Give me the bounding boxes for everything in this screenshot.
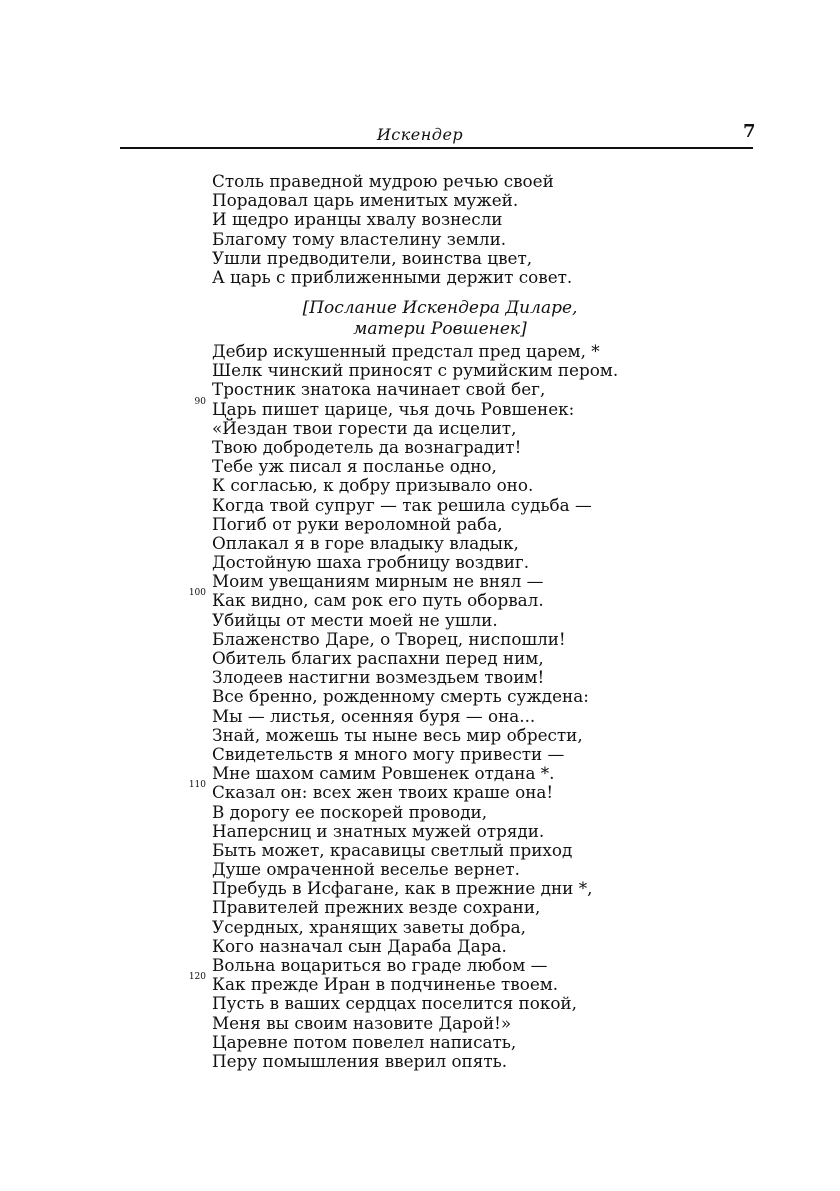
line-number-110: 110 [188, 780, 206, 791]
verse-line-numbered [188, 780, 618, 803]
verse-line: Блаженство Даре, о Творец, ниспошли! [212, 628, 566, 649]
header-rule [120, 147, 753, 149]
line-number-100: 100 [188, 588, 206, 599]
verse-line: Пребудь в Исфагане, как в прежние дни *, [212, 878, 593, 899]
verse-line: Правителей прежних везде сохрани, [212, 897, 541, 918]
section-heading-line-1: [Послание Искендера Диларе, [302, 298, 578, 318]
verse-line: Свидетельств я много могу привести — [212, 743, 565, 764]
section-heading [300, 298, 580, 340]
verse-line: Перу помышления вверил опять. [212, 1050, 508, 1071]
page-number: 7 [743, 121, 756, 142]
verse-line: Обитель благих распахни перед ним, [212, 648, 544, 668]
verse-text: Как видно, сам рок его путь оборвал. [212, 590, 544, 611]
verse-line: Все бренно, рожденному смерть суждена: [212, 686, 589, 707]
verse-line: Моим увещаниям мирным не внял — [212, 571, 544, 592]
verse-line: Пусть в ваших сердцах поселится покой, [212, 993, 577, 1014]
verse-line-numbered [188, 972, 618, 995]
verse-line-numbered [194, 396, 618, 419]
verse-line: К согласью, к добру призывало оно. [212, 475, 534, 496]
verse-line: А царь с приближенными держит совет. [212, 266, 573, 287]
verse-line: Дебир искушенный предстал пред царем, * [212, 341, 600, 361]
verse-line: Царевне потом повелел написать, [212, 1031, 517, 1052]
line-number-120: 120 [188, 972, 206, 983]
verse-line: Убийцы от мести моей не ушли. [212, 609, 498, 630]
verse-line: Ушли предводители, воинства цвет, [212, 247, 533, 268]
verse-line-numbered [188, 588, 618, 611]
verse-line: Меня вы своим назовите Дарой!» [212, 1012, 512, 1033]
verse-line: В дорогу ее поскорей проводи, [212, 801, 488, 822]
line-number-90: 90 [194, 396, 206, 407]
verse-line: Когда твой супруг — так решила судьба — [212, 494, 592, 515]
verse-line: Наперсниц и знатных мужей отряди. [212, 820, 545, 841]
verse-line: Знай, можешь ты ныне весь мир обрести, [212, 724, 583, 745]
verse-line: Благому тому властелину земли. [212, 228, 507, 249]
verse-text: Как прежде Иран в подчиненье твоем. [212, 974, 559, 995]
verse-text: Царь пишет царице, чья дочь Ровшенек: [212, 398, 575, 419]
verse-line: Злодеев настигни возмездьем твоим! [212, 667, 545, 688]
stanza-2 [188, 341, 619, 1071]
verse-line: Быть может, красавицы светлый приход [212, 839, 573, 860]
verse-text: Сказал он: всех жен твоих краше она! [212, 782, 554, 803]
verse-line: «Йездан твои горести да исцелит, [212, 417, 517, 438]
verse-line: Душе омраченной веселье вернет. [212, 859, 520, 880]
verse-line: Оплакал я в горе владыку владык, [212, 532, 519, 553]
verse-line: Тебе уж писал я посланье одно, [212, 456, 497, 477]
verse-line: Погиб от руки вероломной раба, [212, 513, 503, 534]
section-heading-line-2: матери Ровшенек] [353, 319, 527, 339]
running-title: Искендер [376, 125, 464, 144]
verse-line: Мне шахом самим Ровшенек отдана *. [212, 763, 555, 784]
verse-line: Усердных, хранящих заветы добра, [212, 916, 526, 937]
verse-line: Мы — листья, осенняя буря — она... [212, 705, 536, 726]
verse-line: Порадовал царь именитых мужей. [212, 190, 519, 211]
stanza-1 [212, 172, 572, 287]
verse-line: Кого назначал сын Дараба Дара. [212, 935, 507, 956]
verse-line: Достойную шаха гробницу воздвиг. [212, 552, 530, 573]
verse-line: Вольна воцариться во граде любом — [212, 955, 548, 975]
verse-line: Столь праведной мудрою речью своей [212, 171, 554, 191]
verse-line: Твою добродетель да вознаградит! [212, 436, 522, 457]
verse-line: И щедро иранцы хвалу вознесли [212, 209, 503, 230]
verse-line: Тростник знатока начинает свой бег, [212, 379, 546, 400]
verse-line: Шелк чинский приносят с румийским пером. [212, 360, 619, 381]
